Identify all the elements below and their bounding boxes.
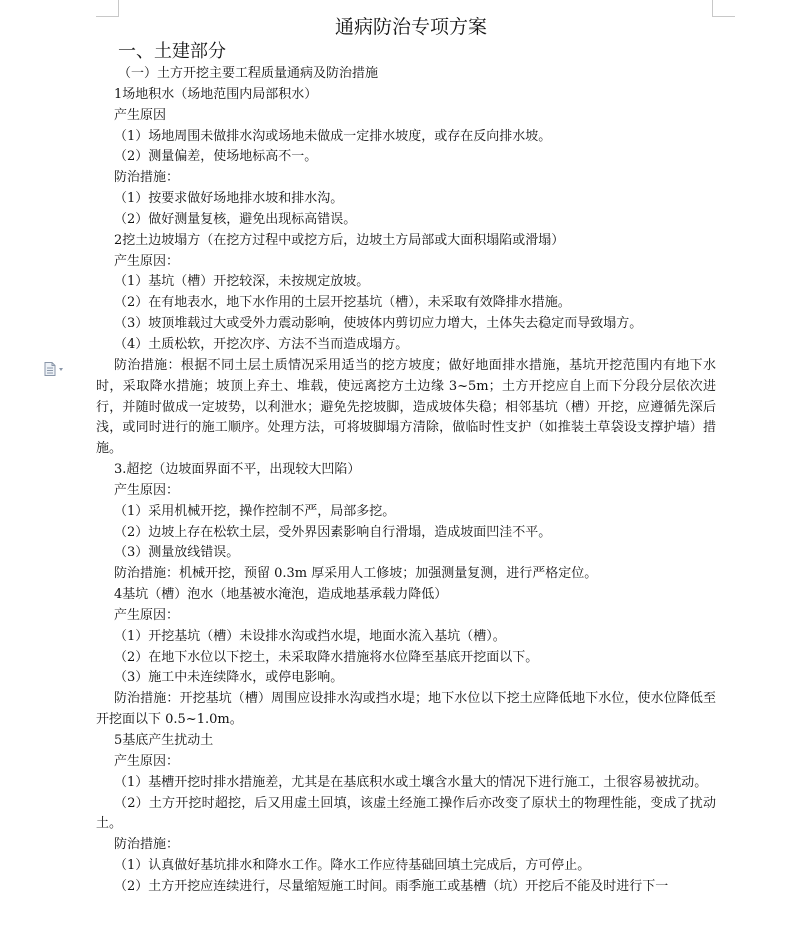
document-title: 通病防治专项方案 — [334, 16, 487, 38]
issue-heading: 5基底产生扰动土 — [114, 733, 214, 748]
list-item: （1）认真做好基坑排水和降水工作。降水工作应待基础回填土完成后，方可停止。 — [114, 858, 591, 874]
section-heading: 一、土建部分 — [118, 41, 226, 62]
list-item: （3）坡顶堆载过大或受外力震动影响，使坡体内剪切应力增大，土体失去稳定而导致塌方。 — [114, 316, 643, 332]
measure-paragraph — [96, 356, 716, 460]
list-item: （2）在地下水位以下挖土，未采取降水措施将水位降至基底开挖面以下。 — [114, 649, 539, 665]
list-item: （2）边坡上存在松软土层，受外界因素影响自行滑塌，造成坡面凹洼不平。 — [114, 524, 552, 540]
list-item: （2）测量偏差，使场地标高不一。 — [114, 149, 318, 165]
cause-label: 产生原因： — [114, 253, 180, 269]
list-item: （1）采用机械开挖，操作控制不严，局部多挖。 — [114, 503, 396, 519]
list-item: （2）土方开挖时超挖，后又用虚土回填，该虚土经施工操作后亦改变了原状土的物理性能，变成了扰动土。 — [96, 795, 716, 832]
measure-paragraph: 防治措施：开挖基坑（槽）周围应设排水沟或挡水堤；地下水位以下挖土应降低地下水位，使水位降低至开挖面以下 0.5~1.0m。 — [96, 691, 716, 728]
list-item: （2）土方开挖应连续进行，尽量缩短施工时间。雨季施工或基槽（坑）开挖后不能及时进行下一 — [114, 878, 669, 894]
cause-label: 产生原因 — [114, 107, 167, 123]
list-item: （3）施工中未连续降水，或停电影响。 — [114, 670, 344, 686]
issue-heading: 3.超挖（边坡面界面不平，出现较大凹陷） — [114, 462, 361, 478]
cause-label: 产生原因： — [114, 607, 180, 623]
list-item: （4）土质松软，开挖次序、方法不当而造成塌方。 — [114, 336, 409, 352]
subsection-heading: （一）土方开挖主要工程质量通病及防治措施 — [118, 66, 379, 81]
cause-label: 产生原因： — [114, 482, 180, 498]
document-icon[interactable] — [44, 361, 66, 375]
issue-heading: 2挖土边坡塌方（在挖方过程中或挖方后，边坡土方局部或大面积塌陷或滑塌） — [114, 232, 565, 248]
measure-paragraph-text: 防治措施：根据不同土层土质情况采用适当的挖方坡度；做好地面排水措施，基坑开挖范围内有地下水时，采取降水措施；坡顶上弃土、堆载，使远离挖方土边缘 3~5m；土方开挖应自上而下分段分层依次进行，并随时做成一定坡势，以利泄水；避免先挖坡脚，造成坡体失稳；相邻基坑（槽）开挖，应遵循先深后浅，或同时进行的施工顺序。处理方法，可将坡脚塌方清除，做临时性支护（如推装土草袋设支撑护墙）措施。 — [96, 357, 716, 457]
measure-paragraph: 防治措施：机械开挖，预留 0.3m 厚采用人工修坡；加强测量复测，进行严格定位。 — [114, 566, 598, 582]
document-body[interactable] — [96, 14, 716, 898]
list-item: （1）场地周围未做排水沟或场地未做成一定排水坡度，或存在反向排水坡。 — [114, 128, 552, 144]
issue-heading: 4基坑（槽）泡水（地基被水淹泡，造成地基承载力降低） — [114, 587, 448, 603]
list-item: （1）按要求做好场地排水坡和排水沟。 — [114, 191, 344, 207]
measure-label: 防治措施： — [114, 837, 180, 853]
list-item: （1）基坑（槽）开挖较深，未按规定放坡。 — [114, 274, 370, 290]
list-item: （3）测量放线错误。 — [114, 545, 240, 561]
list-item: （1）开挖基坑（槽）未设排水沟或挡水堤，地面水流入基坑（槽）。 — [114, 628, 506, 644]
list-item: （1）基槽开挖时排水措施差，尤其是在基底积水或土壤含水量大的情况下进行施工，土很容易被扰动。 — [114, 774, 708, 790]
issue-heading: 1场地积水（场地范围内局部积水） — [114, 86, 318, 102]
list-item: （2）在有地表水，地下水作用的土层开挖基坑（槽），未采取有效降排水措施。 — [114, 295, 571, 311]
list-item: （2）做好测量复核，避免出现标高错误。 — [114, 211, 357, 227]
measure-label: 防治措施： — [114, 170, 180, 186]
cause-label: 产生原因： — [114, 753, 180, 769]
